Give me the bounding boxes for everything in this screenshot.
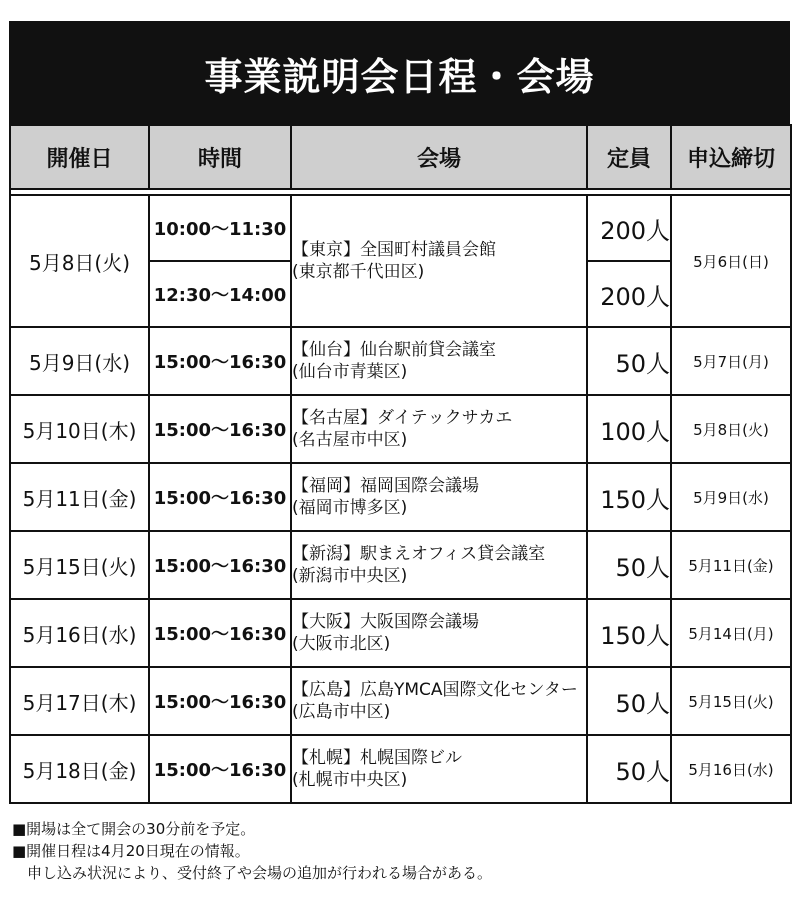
row-deadline: 5月11日(金) bbox=[671, 531, 791, 599]
table-row bbox=[10, 463, 791, 531]
row-venue bbox=[291, 599, 587, 667]
row-time: 12:30〜14:00 bbox=[149, 261, 291, 327]
row-venue bbox=[291, 463, 587, 531]
row-time: 15:00〜16:30 bbox=[149, 531, 291, 599]
row-venue bbox=[291, 195, 587, 327]
row-time: 15:00〜16:30 bbox=[149, 395, 291, 463]
row-time: 15:00〜16:30 bbox=[149, 463, 291, 531]
venue-name: 【新潟】駅まえオフィス貸会議室 bbox=[292, 544, 546, 564]
venue-address: (名古屋市中区) bbox=[292, 430, 408, 450]
row-capacity: 50人 bbox=[587, 327, 671, 395]
venue-name: 【広島】広島YMCA国際文化センター bbox=[292, 680, 578, 700]
row-date: 5月16日(水) bbox=[10, 599, 149, 667]
venue-address: (仙台市青葉区) bbox=[292, 362, 408, 382]
row-venue bbox=[291, 667, 587, 735]
row-capacity: 50人 bbox=[587, 531, 671, 599]
header-time: 時間 bbox=[149, 125, 291, 189]
venue-address: (福岡市博多区) bbox=[292, 498, 408, 518]
table-row bbox=[10, 395, 791, 463]
row-capacity: 100人 bbox=[587, 395, 671, 463]
venue-name: 【仙台】仙台駅前貸会議室 bbox=[292, 340, 496, 360]
row-deadline: 5月15日(火) bbox=[671, 667, 791, 735]
row-time: 15:00〜16:30 bbox=[149, 327, 291, 395]
row-date: 5月11日(金) bbox=[10, 463, 149, 531]
venue-address: (大阪市北区) bbox=[292, 634, 391, 654]
row-venue bbox=[291, 735, 587, 803]
row-date: 5月17日(木) bbox=[10, 667, 149, 735]
row-venue bbox=[291, 395, 587, 463]
row-deadline: 5月14日(月) bbox=[671, 599, 791, 667]
row-time: 15:00〜16:30 bbox=[149, 599, 291, 667]
row-date: 5月9日(水) bbox=[10, 327, 149, 395]
row-deadline: 5月8日(火) bbox=[671, 395, 791, 463]
row-capacity: 200人 bbox=[587, 195, 671, 261]
row-venue bbox=[291, 327, 587, 395]
note-line: ■開催日程は4月20日現在の情報。 bbox=[12, 842, 250, 860]
venue-name: 【大阪】大阪国際会議場 bbox=[292, 612, 479, 632]
row-venue bbox=[291, 531, 587, 599]
venue-address: (広島市中区) bbox=[292, 702, 391, 722]
page-title: 事業説明会日程・会場 bbox=[9, 21, 790, 125]
row-date: 5月18日(金) bbox=[10, 735, 149, 803]
footnotes bbox=[12, 818, 792, 884]
venue-address: (札幌市中央区) bbox=[292, 770, 408, 790]
row-capacity: 150人 bbox=[587, 599, 671, 667]
table-row bbox=[10, 667, 791, 735]
schedule-table bbox=[9, 124, 792, 804]
row-capacity: 50人 bbox=[587, 735, 671, 803]
note-line: 申し込み状況により、受付終了や会場の追加が行われる場合がある。 bbox=[12, 864, 493, 882]
row-time: 10:00〜11:30 bbox=[149, 195, 291, 261]
table-row bbox=[10, 735, 791, 803]
header-capacity: 定員 bbox=[587, 125, 671, 189]
row-deadline: 5月16日(水) bbox=[671, 735, 791, 803]
row-time: 15:00〜16:30 bbox=[149, 735, 291, 803]
venue-name: 【名古屋】ダイテックサカエ bbox=[292, 408, 513, 428]
venue-address: (新潟市中央区) bbox=[292, 566, 408, 586]
row-deadline: 5月7日(月) bbox=[671, 327, 791, 395]
table-row bbox=[10, 531, 791, 599]
note-line: ■開場は全て開会の30分前を予定。 bbox=[12, 820, 256, 838]
row-capacity: 150人 bbox=[587, 463, 671, 531]
row-date: 5月10日(木) bbox=[10, 395, 149, 463]
table-row bbox=[10, 327, 791, 395]
venue-name: 【福岡】福岡国際会議場 bbox=[292, 476, 479, 496]
header-venue: 会場 bbox=[291, 125, 587, 189]
row-date: 5月8日(火) bbox=[10, 195, 149, 327]
row-date: 5月15日(火) bbox=[10, 531, 149, 599]
row-time: 15:00〜16:30 bbox=[149, 667, 291, 735]
venue-name: 【札幌】札幌国際ビル bbox=[292, 748, 462, 768]
header-deadline: 申込締切 bbox=[671, 125, 791, 189]
header-date: 開催日 bbox=[10, 125, 149, 189]
table-row bbox=[10, 195, 791, 261]
row-capacity: 200人 bbox=[587, 261, 671, 327]
table-row bbox=[10, 599, 791, 667]
row-deadline: 5月9日(水) bbox=[671, 463, 791, 531]
row-capacity: 50人 bbox=[587, 667, 671, 735]
row-deadline: 5月6日(日) bbox=[671, 195, 791, 327]
venue-address: (東京都千代田区) bbox=[292, 262, 425, 282]
header-row bbox=[10, 125, 791, 189]
venue-name: 【東京】全国町村議員会館 bbox=[292, 240, 496, 260]
